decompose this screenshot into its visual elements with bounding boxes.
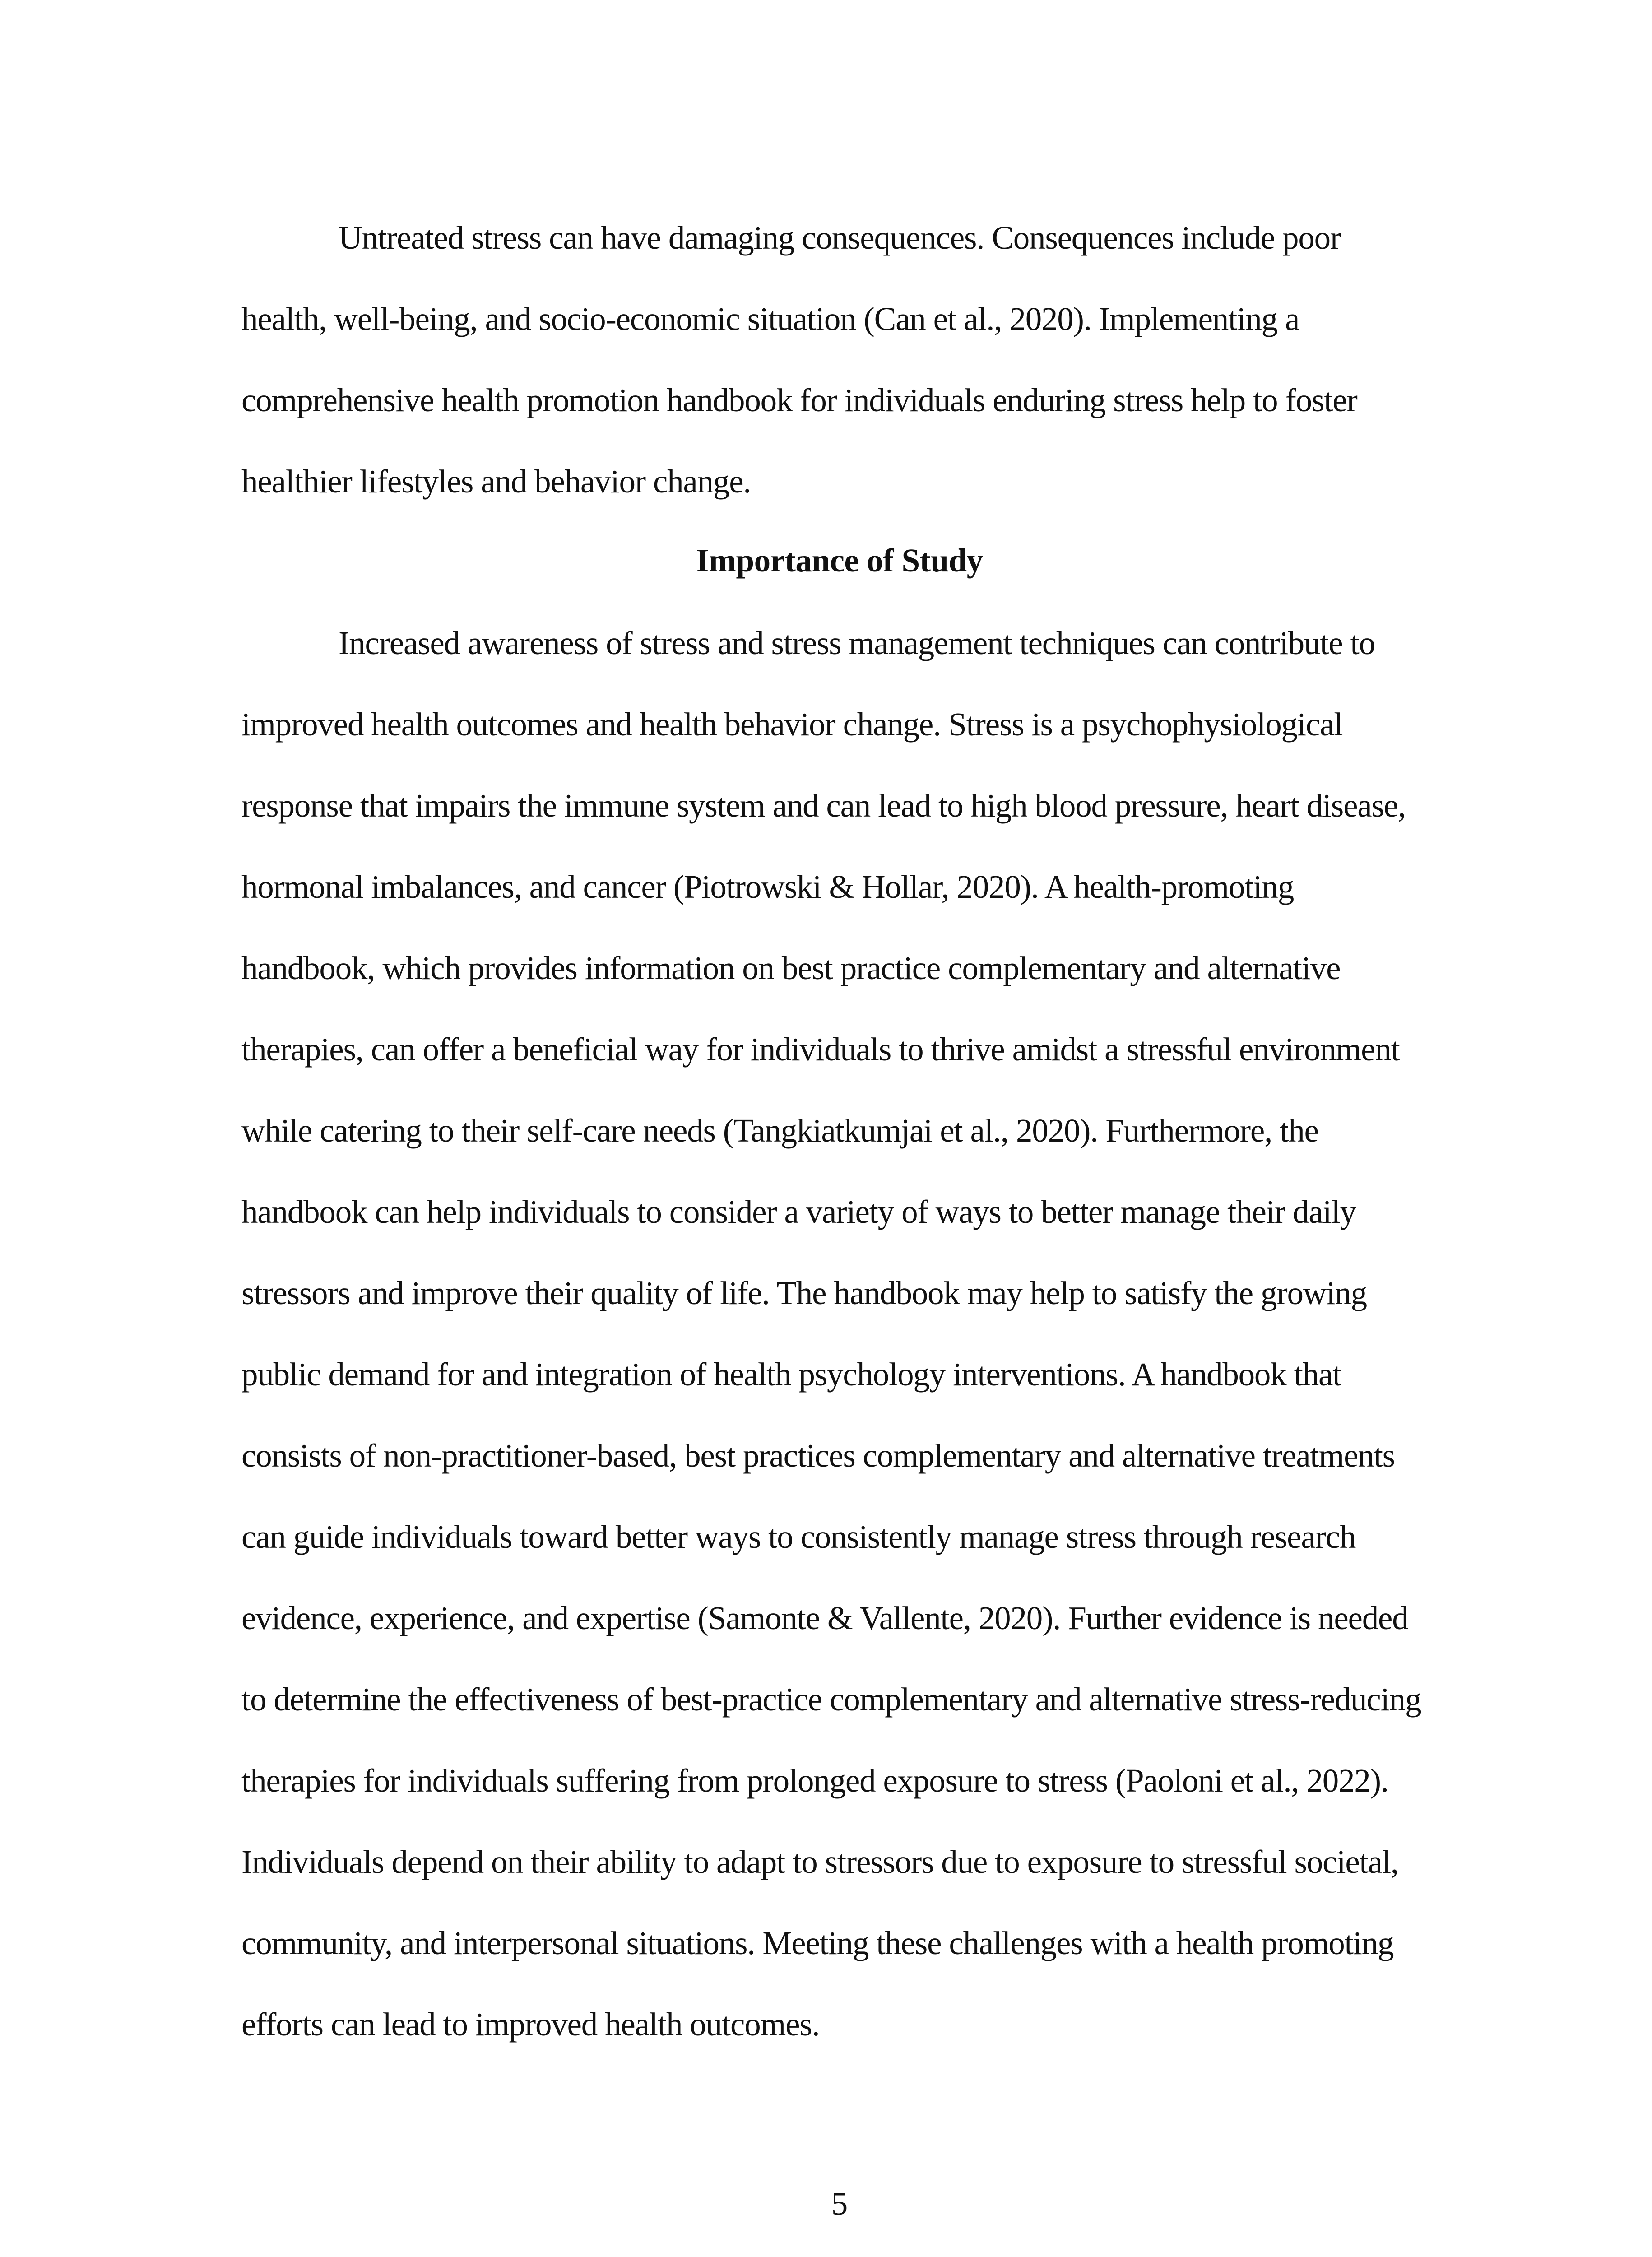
- text-line: improved health outcomes and health behavior change. Stress is a psychophysiological: [241, 706, 1343, 743]
- text-line: to determine the effectiveness of best-practice complementary and alternative stress-reducing: [241, 1681, 1421, 1718]
- text-line: healthier lifestyles and behavior change.: [241, 463, 751, 500]
- text-line: Untreated stress can have damaging consequences. Consequences include poor: [339, 219, 1341, 256]
- text-line: efforts can lead to improved health outcomes.: [241, 2006, 820, 2043]
- text-line: can guide individuals toward better ways to consistently manage stress through research: [241, 1519, 1356, 1555]
- text-line: public demand for and integration of health psychology interventions. A handbook that: [241, 1356, 1341, 1393]
- text-line: handbook can help individuals to consider a variety of ways to better manage their daily: [241, 1194, 1356, 1230]
- text-line: stressors and improve their quality of life. The handbook may help to satisfy the growing: [241, 1275, 1367, 1311]
- text-line: while catering to their self-care needs (Tangkiatkumjai et al., 2020). Furthermore, the: [241, 1112, 1318, 1149]
- text-line: health, well-being, and socio-economic situation (Can et al., 2020). Implementing a: [241, 301, 1299, 337]
- text-line: Individuals depend on their ability to adapt to stressors due to exposure to stressful societal,: [241, 1844, 1398, 1880]
- text-line: consists of non-practitioner-based, best practices complementary and alternative treatments: [241, 1437, 1395, 1474]
- text-line: therapies for individuals suffering from prolonged exposure to stress (Paoloni et al., 2022).: [241, 1762, 1388, 1799]
- page-number: 5: [831, 2185, 848, 2222]
- text-line: comprehensive health promotion handbook for individuals enduring stress help to foster: [241, 382, 1357, 418]
- text-line: therapies, can offer a beneficial way for individuals to thrive amidst a stressful environment: [241, 1031, 1400, 1068]
- text-line: hormonal imbalances, and cancer (Piotrowski & Hollar, 2020). A health-promoting: [241, 868, 1294, 905]
- text-line: evidence, experience, and expertise (Samonte & Vallente, 2020). Further evidence is needed: [241, 1600, 1408, 1636]
- section-heading: Importance of Study: [696, 542, 983, 579]
- text-line: response that impairs the immune system and can lead to high blood pressure, heart disease,: [241, 787, 1406, 824]
- text-line: Increased awareness of stress and stress management techniques can contribute to: [339, 625, 1375, 661]
- text-line: handbook, which provides information on best practice complementary and alternative: [241, 950, 1341, 986]
- text-line: community, and interpersonal situations. Meeting these challenges with a health promoting: [241, 1925, 1394, 1961]
